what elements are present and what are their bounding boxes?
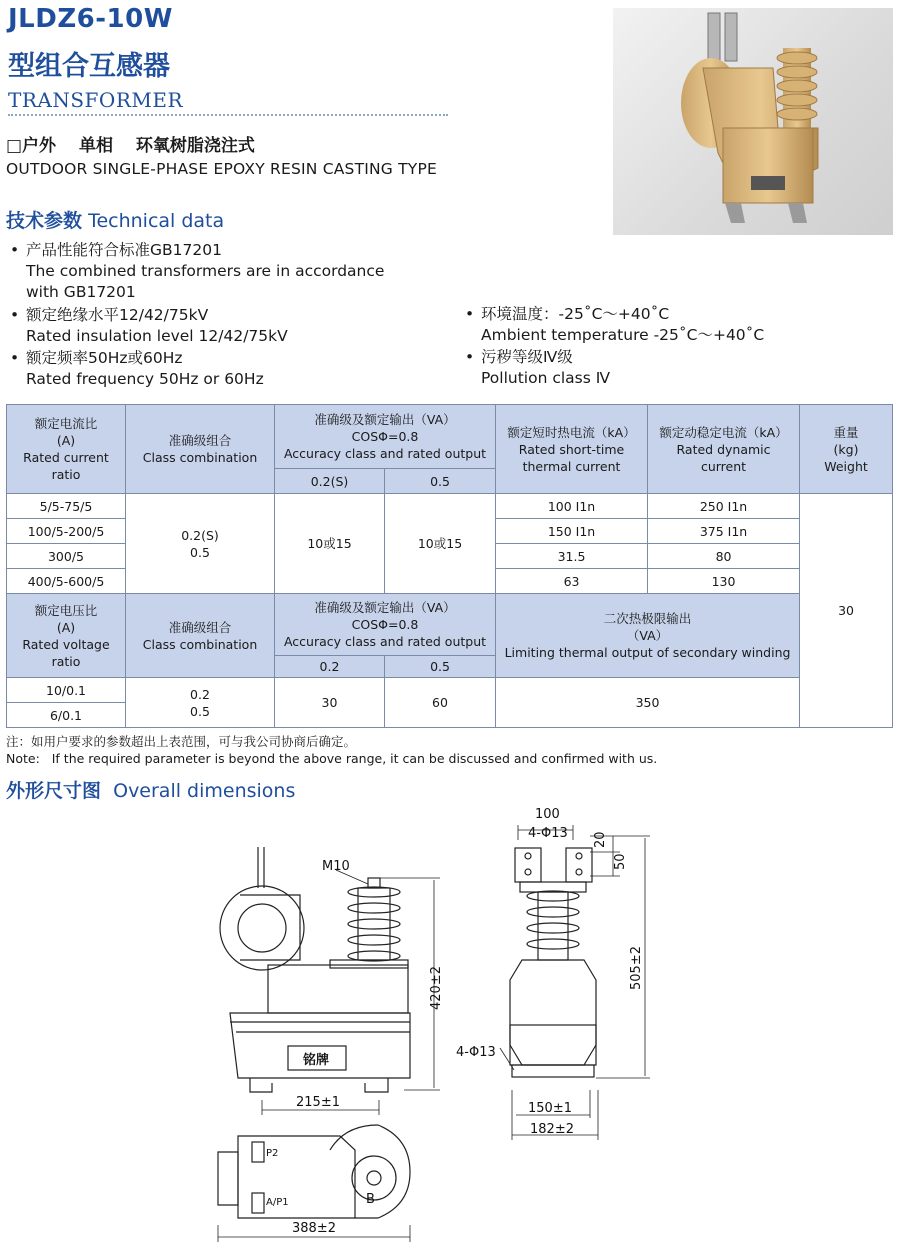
spec-insulation-cn: 额定绝缘水平12/42/75kV [26, 306, 209, 324]
overall-dimensions-heading [6, 776, 295, 803]
spec-ambient-cn: 环境温度：-25˚C～+40˚C [481, 305, 670, 323]
spec-pollution-class: • 污秽等级Ⅳ级 Pollution class Ⅳ [465, 348, 611, 387]
dotted-divider [8, 114, 448, 116]
cell-vt-class-combination: 0.2 0.5 [126, 678, 275, 728]
header-limiting-thermal-output: 二次热极限输出 （VA） Limiting thermal output of secondary winding [496, 594, 800, 678]
header-rated-current-ratio: 额定电流比 (A) Rated current ratio [7, 405, 126, 494]
header-rated-voltage-ratio: 额定电压比 (A) Rated voltage ratio [7, 594, 126, 678]
label-terminal-p2: P2 [266, 1148, 279, 1159]
label-holes-side: 4-Φ13 [456, 1045, 496, 1060]
label-width-100: 100 [535, 807, 560, 822]
model-title: JLDZ6-10W [8, 4, 173, 34]
note-en-label: Note: [6, 751, 40, 766]
label-height-420: 420±2 [429, 966, 444, 1010]
cell-class-combination: 0.2(S) 0.5 [126, 494, 275, 594]
spec-frequency: • 额定频率50Hz或60Hz Rated frequency 50Hz or 60Hz [10, 349, 264, 388]
label-dim-20: 20 [593, 831, 608, 848]
cell-thermal: 31.5 [496, 544, 648, 569]
table-row-voltage-ratio: 10/0.1 [7, 678, 126, 703]
header-vt-accuracy-a: 0.2 [275, 656, 385, 678]
technical-data-heading [6, 206, 224, 233]
cell-weight: 30 [800, 494, 893, 728]
cell-dynamic: 130 [648, 569, 800, 594]
product-photo [613, 8, 893, 235]
dimensions-heading-en: Overall dimensions [113, 780, 296, 802]
header-vt-accuracy-output: 准确级及额定输出（VA） COSΦ=0.8 Accuracy class and rated output [275, 594, 496, 656]
table-row-voltage-ratio: 6/0.1 [7, 703, 126, 728]
note-cn: 注：如用户要求的参数超出上表范围，可与我公司协商后确定。 [6, 734, 357, 749]
table-row-ratio: 5/5-75/5 [7, 494, 126, 519]
header-accuracy-output: 准确级及额定输出（VA） COSΦ=0.8 Accuracy class and rated output [275, 405, 496, 469]
spec-pollution-cn: 污秽等级Ⅳ级 [481, 348, 573, 366]
label-terminal-ap1: A/P1 [266, 1197, 289, 1208]
product-title-cn: 型组合互感器 [8, 51, 170, 82]
cell-thermal: 63 [496, 569, 648, 594]
spec-ambient-temperature: • 环境温度：-25˚C～+40˚C Ambient temperature -25˚C～+40˚C [465, 305, 765, 344]
cell-dynamic: 250 I1n [648, 494, 800, 519]
transformer-illustration [613, 8, 893, 235]
header-thermal-current: 额定短时热电流（kA） Rated short-time thermal current [496, 405, 648, 494]
spec-standard: • 产品性能符合标准GB17201 The combined transformers are in accordance with GB17201 [10, 241, 385, 301]
header-vt-accuracy-b: 0.5 [385, 656, 496, 678]
label-nameplate: 铭牌 [303, 1053, 330, 1068]
spec-pollution-en: Pollution class Ⅳ [481, 369, 611, 387]
type-description-en: OUTDOOR SINGLE-PHASE EPOXY RESIN CASTING TYPE [6, 160, 438, 178]
header-accuracy-a: 0.2(S) [275, 469, 385, 494]
label-width-150: 150±1 [528, 1101, 572, 1116]
cell-dynamic: 80 [648, 544, 800, 569]
spec-insulation-en: Rated insulation level 12/42/75kV [26, 327, 288, 345]
specification-table [6, 404, 893, 728]
label-holes-top: 4-Φ13 [528, 826, 568, 841]
label-height-505: 505±2 [629, 946, 644, 990]
header-accuracy-b: 0.5 [385, 469, 496, 494]
header-dynamic-current: 额定动稳定电流（kA） Rated dynamic current [648, 405, 800, 494]
label-width-182: 182±2 [530, 1122, 574, 1137]
label-width-388: 388±2 [292, 1221, 336, 1236]
technical-data-heading-cn: 技术参数 [6, 210, 83, 232]
front-view [220, 847, 440, 1115]
cell-output-b: 10或15 [385, 494, 496, 594]
note-en-text: If the required parameter is beyond the above range, it can be discussed and confirmed with us. [51, 751, 658, 766]
header-vt-class-combination: 准确级组合 Class combination [126, 594, 275, 678]
cell-thermal: 150 I1n [496, 519, 648, 544]
header-weight: 重量 (kg) Weight [800, 405, 893, 494]
note-en [6, 750, 657, 767]
table-row-ratio: 300/5 [7, 544, 126, 569]
header-class-combination: 准确级组合 Class combination [126, 405, 275, 494]
cell-vt-output-a: 30 [275, 678, 385, 728]
spec-insulation: • 额定绝缘水平12/42/75kV Rated insulation level 12/42/75kV [10, 306, 288, 345]
label-width-215: 215±1 [296, 1095, 340, 1110]
dimension-drawing [0, 800, 900, 1251]
spec-ambient-en: Ambient temperature -25˚C～+40˚C [481, 326, 765, 344]
cell-vt-limit: 350 [496, 678, 800, 728]
table-row-ratio: 100/5-200/5 [7, 519, 126, 544]
spec-frequency-cn: 额定频率50Hz或60Hz [26, 349, 183, 367]
dimensions-heading-cn: 外形尺寸图 [6, 780, 102, 802]
side-view [500, 825, 650, 1140]
notes [6, 733, 657, 767]
cell-vt-output-b: 60 [385, 678, 496, 728]
table-row-ratio: 400/5-600/5 [7, 569, 126, 594]
cell-dynamic: 375 I1n [648, 519, 800, 544]
cell-output-a: 10或15 [275, 494, 385, 594]
spec-standard-en2: with GB17201 [26, 283, 136, 301]
type-description-cn: □户外 单相 环氧树脂浇注式 [6, 136, 255, 156]
spec-standard-en: The combined transformers are in accordance [26, 262, 385, 280]
technical-data-heading-en: Technical data [88, 210, 225, 232]
spec-frequency-en: Rated frequency 50Hz or 60Hz [26, 370, 264, 388]
label-m10: M10 [322, 859, 350, 874]
spec-standard-cn: 产品性能符合标准GB17201 [26, 241, 222, 259]
label-terminal-b: B [366, 1192, 375, 1207]
label-dim-50: 50 [613, 853, 628, 870]
product-title-en: TRANSFORMER [8, 88, 184, 112]
cell-thermal: 100 I1n [496, 494, 648, 519]
